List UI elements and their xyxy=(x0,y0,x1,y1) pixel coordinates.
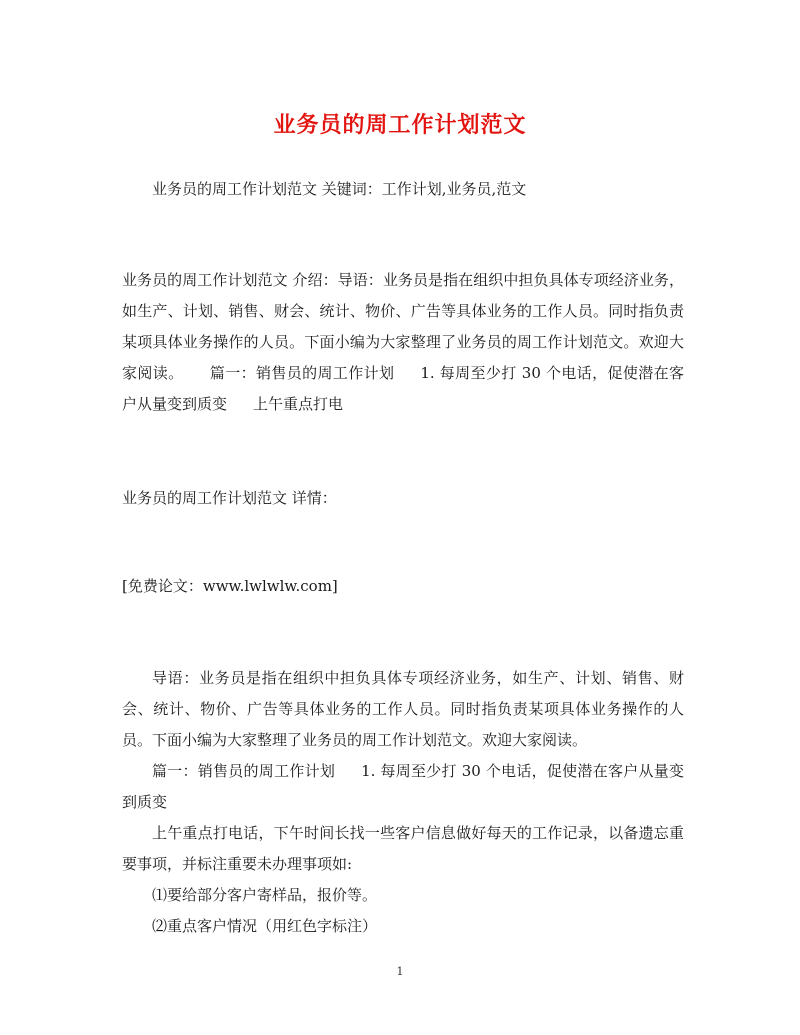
details-line: 业务员的周工作计划范文 详情： xyxy=(122,489,337,507)
page-number: 1 xyxy=(396,965,404,978)
document-body xyxy=(122,663,684,942)
body-paragraph-2 xyxy=(122,756,684,818)
section-heading: 篇一：销售员的周工作计划 xyxy=(152,762,336,780)
body-paragraph-1: 导语：业务员是指在组织中担负具体专项经济业务，如生产、计划、销售、财会、统计、物价、广告等具体业务的工作人员。同时指负责某项具体业务操作的人员。下面小编为大家整理了业务员的周工作计划范文。欢迎大家阅读。 xyxy=(122,669,684,749)
source-link[interactable]: [免费论文：www.lwlwlw.com] xyxy=(122,577,338,595)
intro-text-part3: 1. 每周至少打 30 个电话，促使潜在客户从量变到质变 xyxy=(122,364,684,413)
body-paragraph-3: 上午重点打电话，下午时间长找一些客户信息做好每天的工作记录，以备遗忘重要事项，并标注重要未办理事项如: xyxy=(122,824,684,873)
body-list-item-2: ⑵重点客户情况（用红色字标注） xyxy=(152,917,378,935)
section-item-1: 1. 每周至少打 30 个电话，促使潜在客户从量变到质变 xyxy=(122,762,684,811)
intro-text-part2: 篇一：销售员的周工作计划 xyxy=(209,364,395,382)
body-list-item-1: ⑴要给部分客户寄样品，报价等。 xyxy=(152,886,378,904)
keywords-line: 业务员的周工作计划范文 关键词：工作计划,业务员,范文 xyxy=(152,180,527,198)
document-title: 业务员的周工作计划范文 xyxy=(273,112,527,138)
intro-text-part4: 上午重点打电 xyxy=(253,395,344,413)
intro-paragraph xyxy=(122,265,684,420)
intro-text xyxy=(122,265,684,420)
intro-text-part1: 业务员的周工作计划范文 介绍：导语：业务员是指在组织中担负具体专项经济业务，如生产、计划、销售、财会、统计、物价、广告等具体业务的工作人员。同时指负责某项具体业务操作的人员。下面小编为大家整理了业务员的周工作计划范文。欢迎大家阅读。 xyxy=(122,271,684,382)
